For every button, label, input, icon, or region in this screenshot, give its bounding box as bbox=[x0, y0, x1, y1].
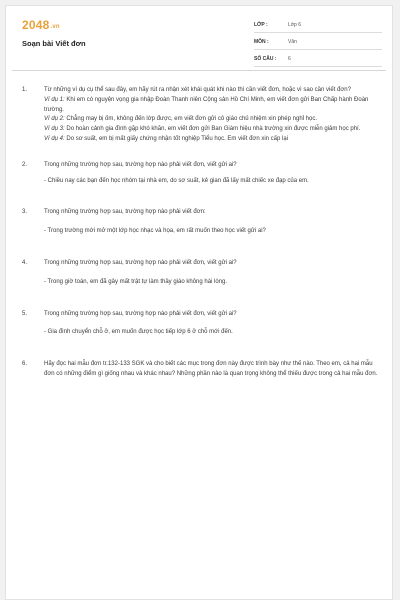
meta-label: SỐ CÂU : bbox=[254, 56, 277, 62]
question-number: 6. bbox=[22, 361, 28, 368]
example-text: Do sơ suất, em bị mất giấy chứng nhận tốt nghiệp Tiểu học. Em viết đơn xin cấp lại bbox=[66, 135, 289, 142]
document-title: Soạn bài Viết đơn bbox=[22, 39, 86, 48]
site-logo[interactable] bbox=[22, 18, 60, 32]
answer-2: - Chiều nay các bạn đến học nhóm tại nhà em, do sơ suất, kẻ gian đã lấy mất chiếc xe đạp của em. bbox=[44, 177, 309, 184]
meta-label: MÔN : bbox=[254, 39, 269, 45]
question-4 bbox=[22, 259, 378, 269]
example-3 bbox=[44, 125, 378, 135]
example-1 bbox=[44, 96, 378, 116]
example-label: Ví dụ 4: bbox=[44, 135, 65, 142]
example-4 bbox=[44, 135, 378, 145]
question-text: Trong những trường hợp sau, trường hợp nào phải viết đơn, viết gửi ai? bbox=[44, 310, 237, 317]
question-number: 3. bbox=[22, 209, 28, 216]
meta-value: Văn bbox=[288, 39, 297, 45]
question-text: Hãy đọc hai mẫu đơn tr.132-133 SGK và cho biết các mục trong đơn này được trình bày như thế nào. Theo em, cả hai mẫu đơn có những điểm gì giống nhau và khác nhau? Những phần nào là quan trọng không thể thiếu được trong cả hai mẫu đơn. bbox=[44, 361, 378, 377]
question-list bbox=[22, 86, 378, 380]
question-text: Trong những trường hợp sau, trường hợp nào phải viết đơn, viết gửi ai? bbox=[44, 161, 237, 168]
meta-row-question-count bbox=[254, 53, 382, 67]
question-5 bbox=[22, 310, 378, 320]
worksheet-header bbox=[6, 6, 392, 68]
meta-row-subject bbox=[254, 36, 382, 50]
answer-4: - Trong giờ toán, em đã gây mất trật tự làm thầy giáo không hài lòng. bbox=[44, 278, 228, 285]
example-label: Ví dụ 3: bbox=[44, 126, 65, 133]
meta-value: Lớp 6 bbox=[288, 22, 302, 28]
meta-label: LỚP : bbox=[254, 22, 268, 28]
example-text: Chẳng may bị ốm, không đến lớp được, em viết đơn gửi cô giáo chủ nhiệm xin phép nghỉ học. bbox=[66, 116, 318, 123]
question-3 bbox=[22, 208, 378, 218]
question-1 bbox=[22, 86, 378, 145]
question-text: Trong những trường hợp sau, trường hợp nào phải viết đơn, viết gửi ai? bbox=[44, 259, 237, 266]
answer-3: - Trong trường mới mở một lớp học nhạc và họa, em rất muốn theo học viết gửi ai? bbox=[44, 228, 266, 235]
example-2 bbox=[44, 115, 378, 125]
question-text: Từ những ví dụ cụ thể sau đây, em hãy rút ra nhận xét khái quát khi nào thì cần viết đơn, hoặc vì sao cần viết đơn? bbox=[44, 87, 351, 93]
example-label: Ví dụ 2: bbox=[44, 116, 65, 123]
logo-sub-text: .vn bbox=[50, 24, 60, 30]
question-2 bbox=[22, 161, 378, 171]
meta-info bbox=[254, 19, 382, 70]
logo-main-text: 2048 bbox=[22, 18, 50, 32]
question-text: Trong những trường hợp sau, trường hợp nào phải viết đơn: bbox=[44, 209, 206, 216]
question-6 bbox=[22, 360, 378, 380]
meta-value: 6 bbox=[288, 56, 291, 62]
question-number: 2. bbox=[22, 161, 28, 168]
example-text: Do hoàn cảnh gia đình gặp khó khăn, em viết đơn gửi Ban Giám hiệu nhà trường xin được miễn giảm học phí. bbox=[66, 126, 361, 133]
example-text: Khi em có nguyện vọng gia nhập Đoàn Thanh niên Cộng sản Hồ Chí Minh, em viết đơn gửi Ban Chấp hành Đoàn trường. bbox=[44, 96, 369, 113]
question-number: 5. bbox=[22, 310, 28, 317]
worksheet-page bbox=[5, 5, 393, 600]
meta-row-grade bbox=[254, 19, 382, 33]
header-divider bbox=[12, 70, 386, 71]
question-number: 4. bbox=[22, 259, 28, 266]
answer-5: - Gia đình chuyển chỗ ở, em muốn được học tiếp lớp 6 ở chỗ mới đến. bbox=[44, 329, 233, 336]
example-label: Ví dụ 1: bbox=[44, 96, 65, 103]
question-number: 1. bbox=[22, 87, 28, 93]
